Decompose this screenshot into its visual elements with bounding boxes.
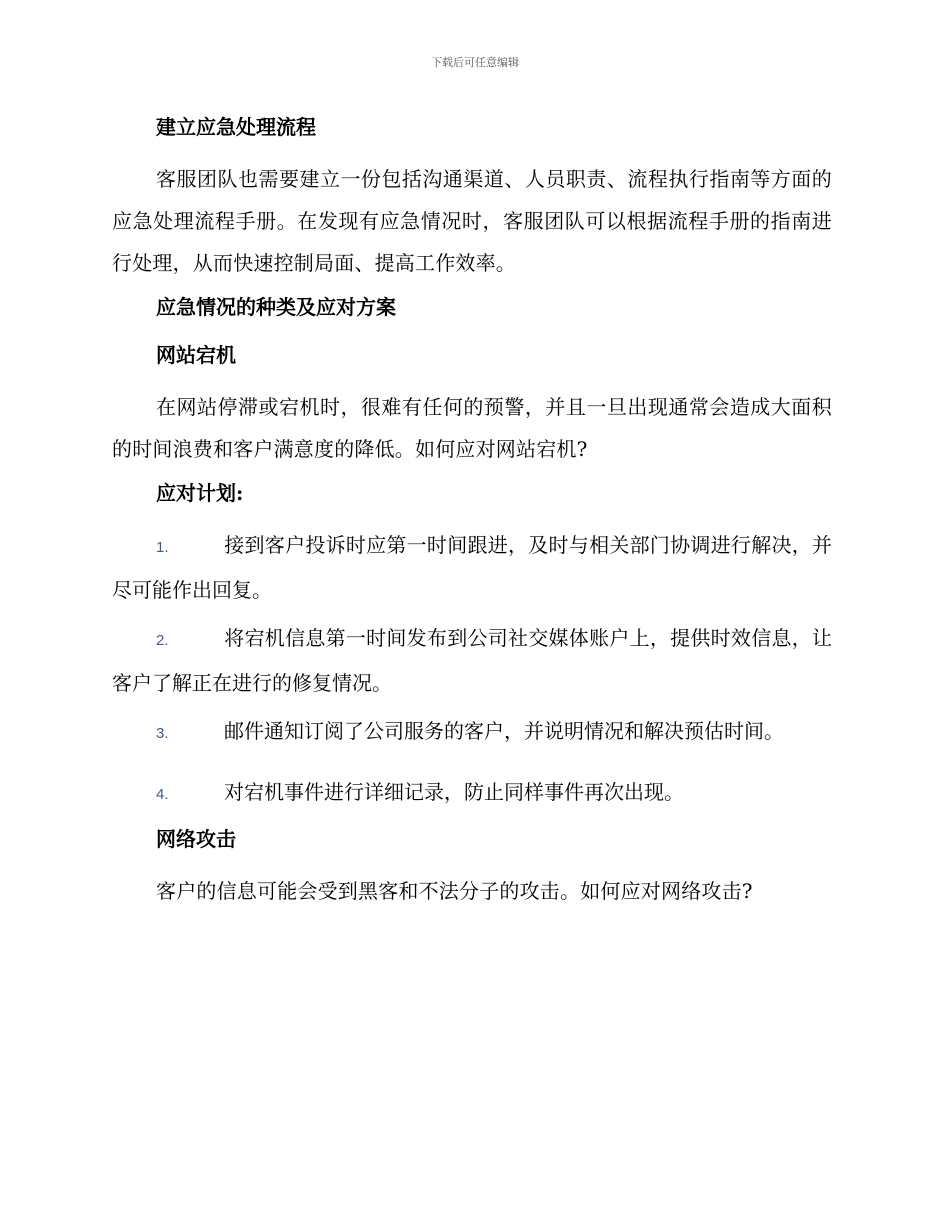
list-number: 3. [156,725,169,742]
list-item [112,710,832,755]
document-body [112,110,832,912]
list-item-text: 接到客户投诉时应第一时间跟进，及时与相关部门协调进行解决，并尽可能作出回复。 [112,533,832,602]
section-heading-response-plan: 应对计划: [156,481,244,505]
list-item [112,617,832,704]
list-number: 4. [156,786,169,803]
list-item-text: 对宕机事件进行详细记录，防止同样事件再次出现。 [224,780,684,804]
page-header: 下载后可任意编辑 [431,56,519,69]
paragraph-emergency-process: 客服团队也需要建立一份包括沟通渠道、人员职责、流程执行指南等方面的应急处理流程手册。在发现有应急情况时，客服团队可以根据流程手册的指南进行处理，从而快速控制局面、提高工作效率。 [112,167,832,275]
paragraph-cyber-attack: 客户的信息可能会受到黑客和不法分子的攻击。如何应对网络攻击? [156,879,753,903]
list-item [112,524,832,611]
section-heading-website-down: 网站宕机 [156,343,236,367]
paragraph-website-down: 在网站停滞或宕机时，很难有任何的预警，并且一旦出现通常会造成大面积的时间浪费和客户满意度的降低。如何应对网站宕机? [112,395,832,461]
list-item-text: 将宕机信息第一时间发布到公司社交媒体账户上，提供时效信息，让客户了解正在进行的修复情况。 [112,626,832,695]
section-heading-emergency-process: 建立应急处理流程 [156,115,316,139]
list-number: 1. [156,539,169,556]
list-item-text: 邮件通知订阅了公司服务的客户，并说明情况和解决预估时间。 [224,719,784,743]
section-heading-emergency-types: 应急情况的种类及应对方案 [156,295,396,319]
list-number: 2. [156,632,169,649]
section-heading-cyber-attack: 网络攻击 [156,827,236,851]
list-item [112,771,832,816]
